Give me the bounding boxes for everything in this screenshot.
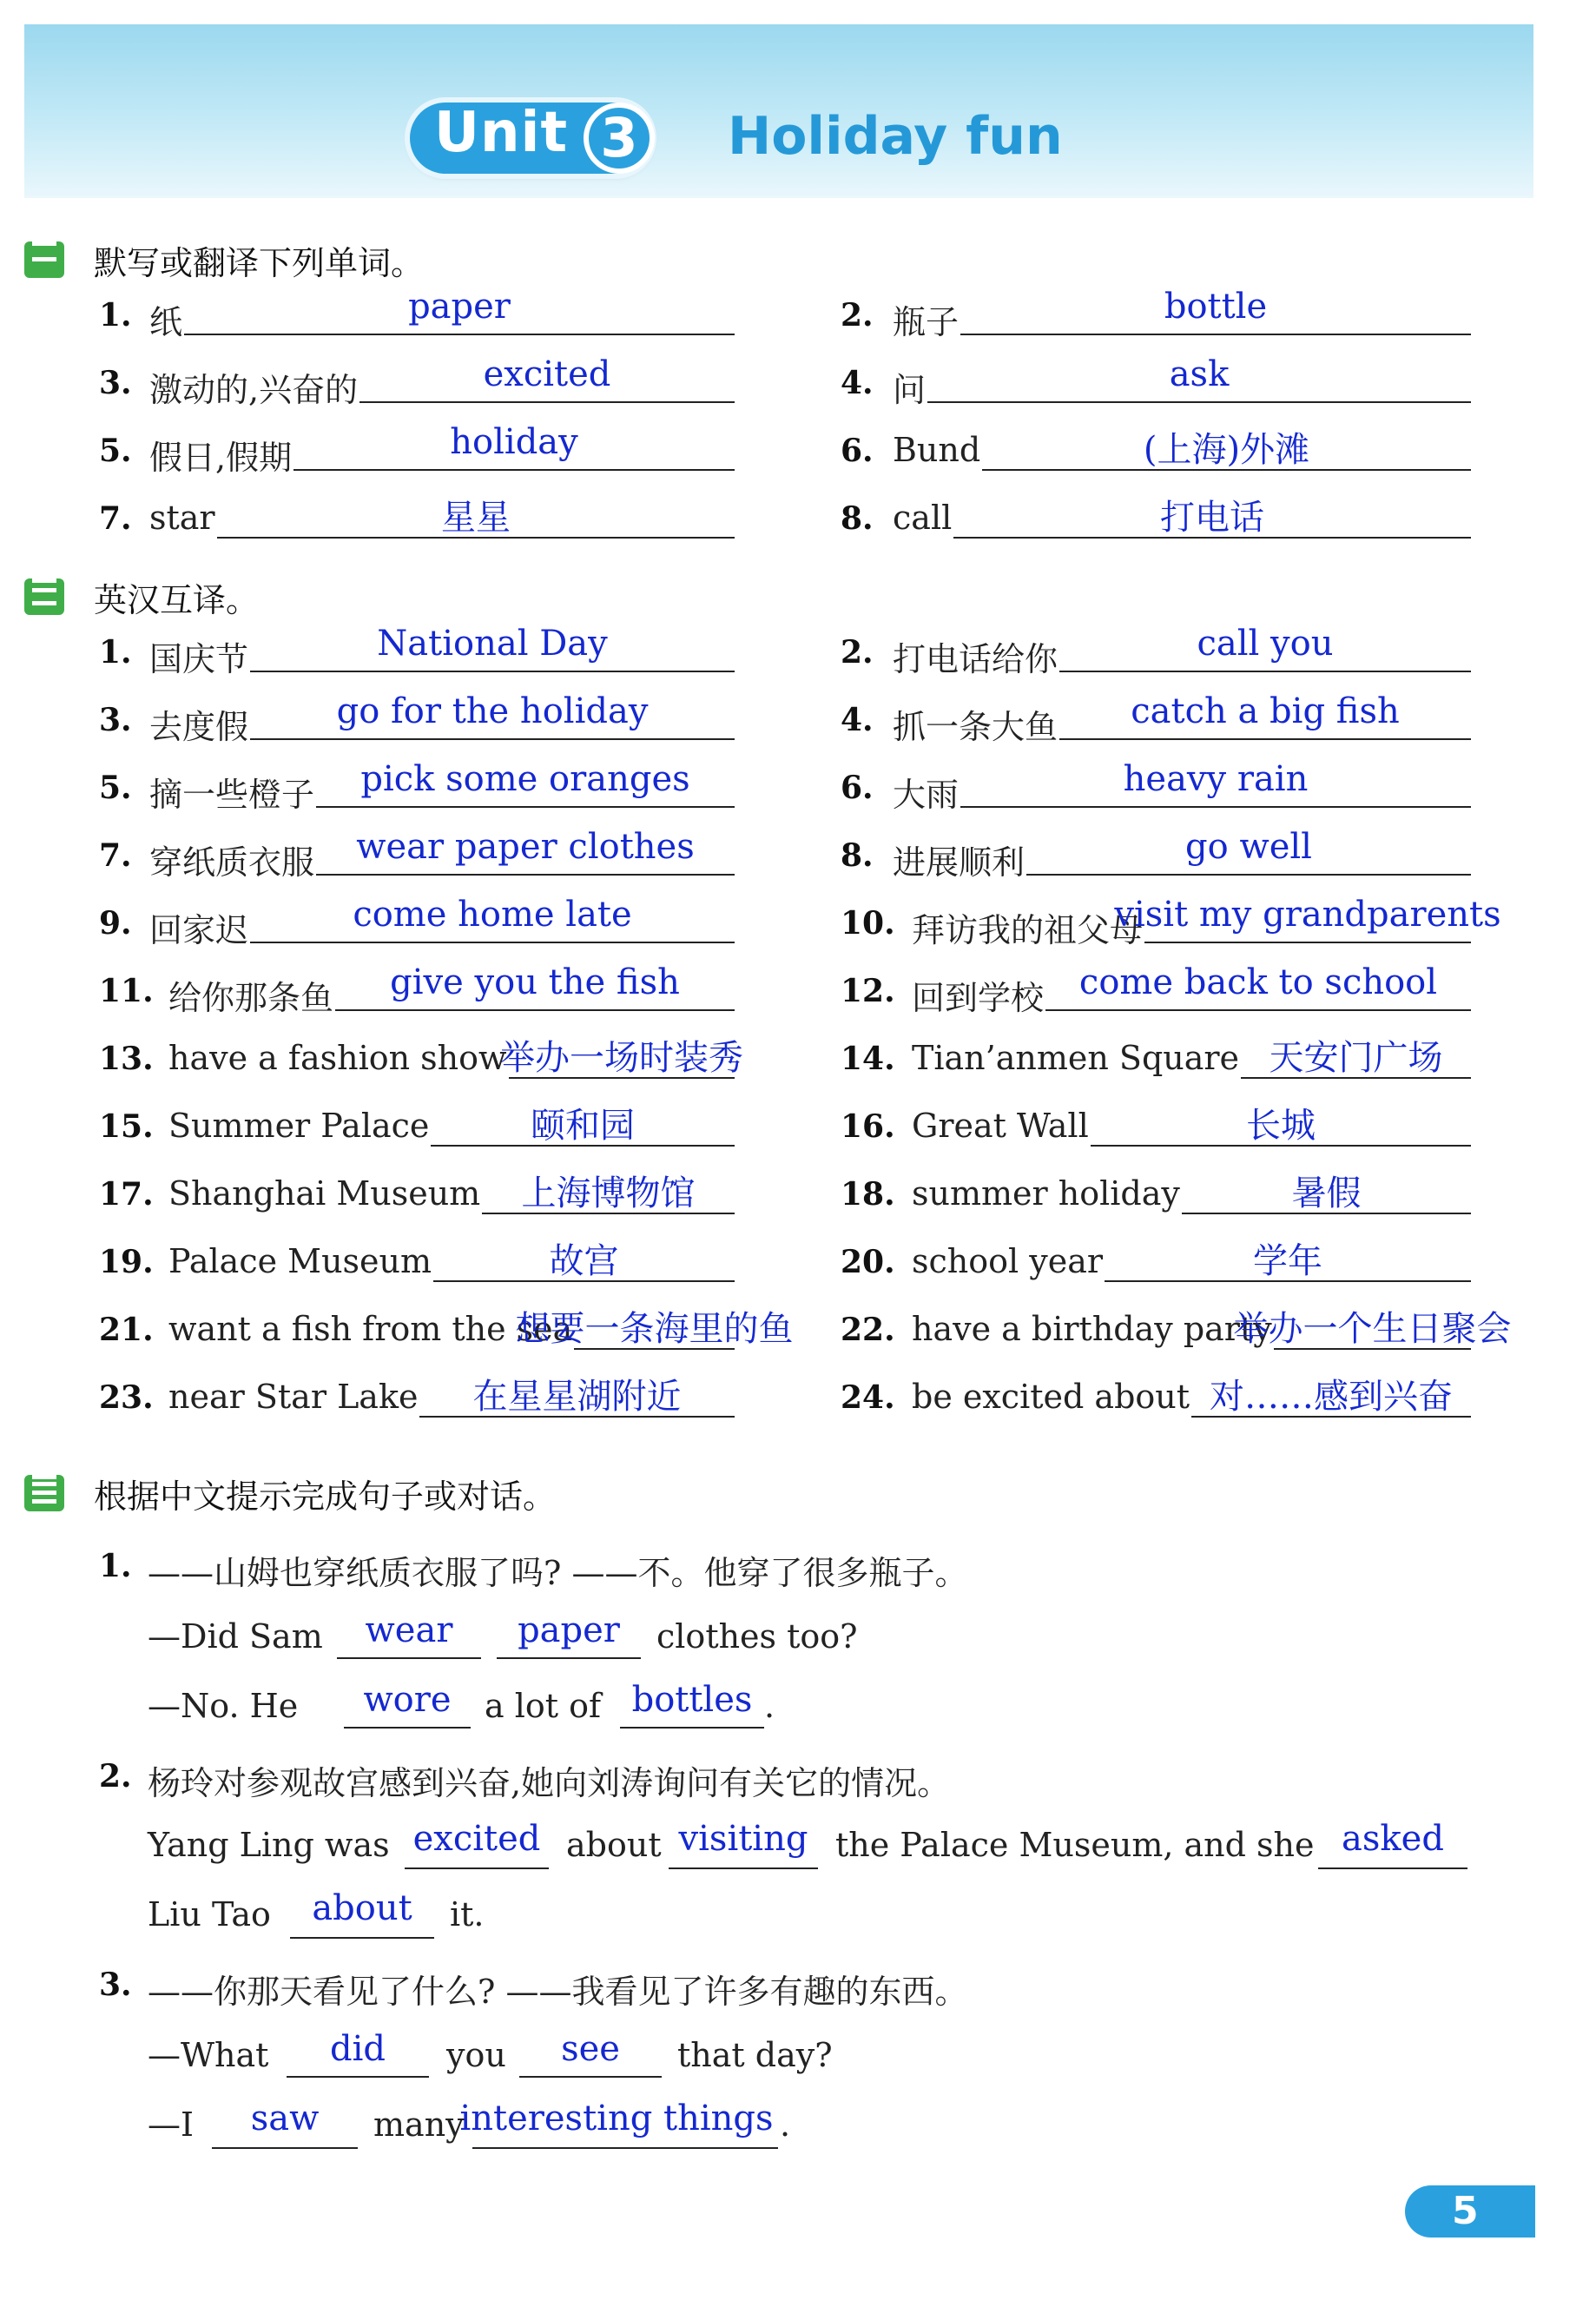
word-item-prompt: call bbox=[893, 499, 953, 537]
q3-2-blank[interactable] bbox=[669, 1867, 818, 1869]
phrase-item-answer: 在星星湖附近 bbox=[472, 1377, 682, 1417]
q3-3-blank[interactable] bbox=[287, 2076, 429, 2078]
q3-1-answer: wear bbox=[365, 1610, 453, 1650]
phrase-item-answer: give you the fish bbox=[390, 962, 680, 1002]
q3-3-blank[interactable] bbox=[519, 2076, 662, 2078]
phrase-item-number: 10. bbox=[841, 905, 895, 942]
phrase-item-blank[interactable] bbox=[250, 671, 735, 672]
q3-2-answer: about bbox=[312, 1888, 412, 1928]
phrase-item-prompt: 打电话给你 bbox=[893, 640, 1059, 678]
q3-1-text: —Did Sam bbox=[148, 1617, 323, 1656]
phrase-item-blank[interactable] bbox=[1059, 738, 1471, 740]
phrase-item-number: 2. bbox=[841, 634, 874, 671]
phrase-item-answer: wear paper clothes bbox=[356, 827, 695, 867]
word-item-answer: 星星 bbox=[441, 498, 511, 538]
q3-1-blank[interactable] bbox=[497, 1657, 641, 1659]
word-item-answer: (上海)外滩 bbox=[1143, 430, 1310, 470]
word-item-number: 1. bbox=[99, 297, 132, 334]
q3-2-text: it. bbox=[450, 1895, 485, 1934]
phrase-item-prompt: Palace Museum bbox=[168, 1242, 432, 1280]
phrase-item-number: 12. bbox=[841, 973, 895, 1009]
word-item-blank[interactable] bbox=[184, 334, 735, 335]
phrase-item-number: 7. bbox=[99, 837, 132, 874]
phrase-item-number: 14. bbox=[841, 1041, 895, 1077]
word-item-prompt: Bund bbox=[893, 431, 981, 469]
phrase-item-answer: 暑假 bbox=[1291, 1173, 1362, 1213]
q3-1-chinese: ——山姆也穿纸质衣服了吗? ——不。他穿了很多瓶子。 bbox=[148, 1554, 968, 1592]
phrase-item-prompt: want a fish from the sea bbox=[168, 1310, 573, 1348]
phrase-item-prompt: near Star Lake bbox=[168, 1378, 419, 1416]
word-item-blank[interactable] bbox=[960, 334, 1471, 335]
section-2-icon bbox=[24, 578, 64, 615]
q3-1-blank[interactable] bbox=[344, 1727, 471, 1729]
unit-word: Unit bbox=[434, 101, 569, 165]
q3-1-text: a lot of bbox=[485, 1687, 602, 1725]
word-item-prompt: 纸 bbox=[149, 303, 183, 341]
phrase-item-blank[interactable] bbox=[316, 806, 735, 808]
q3-1-answer: paper bbox=[518, 1610, 620, 1650]
q3-2-answer: excited bbox=[412, 1819, 541, 1859]
word-item-number: 3. bbox=[99, 365, 132, 401]
phrase-item-number: 9. bbox=[99, 905, 132, 942]
word-item-answer: paper bbox=[408, 287, 511, 327]
phrase-item-blank[interactable] bbox=[1045, 1009, 1471, 1011]
phrase-item-number: 16. bbox=[841, 1108, 895, 1145]
q3-1-answer: wore bbox=[363, 1680, 452, 1720]
phrase-item-answer: 故宫 bbox=[549, 1241, 619, 1281]
word-item-answer: ask bbox=[1169, 354, 1230, 394]
phrase-item-number: 11. bbox=[99, 973, 154, 1009]
phrase-item-number: 17. bbox=[99, 1176, 154, 1213]
section-marker-stroke bbox=[32, 1491, 56, 1495]
phrase-item-answer: 举办一场时装秀 bbox=[500, 1038, 743, 1078]
q3-2-answer: visiting bbox=[678, 1819, 808, 1859]
page-number: 5 bbox=[1452, 2189, 1479, 2233]
word-item-blank[interactable] bbox=[927, 401, 1471, 403]
phrase-item-answer: 学年 bbox=[1253, 1241, 1322, 1281]
phrase-item-number: 3. bbox=[99, 702, 132, 738]
phrase-item-answer: 长城 bbox=[1246, 1106, 1316, 1146]
phrase-item-prompt: Shanghai Museum bbox=[168, 1174, 481, 1213]
q3-3-answer: interesting things bbox=[459, 2099, 774, 2138]
phrase-item-answer: visit my grandparents bbox=[1114, 895, 1501, 935]
word-item-prompt: star bbox=[149, 499, 215, 537]
phrase-item-answer: catch a big fish bbox=[1131, 691, 1400, 731]
q3-2-text: Yang Ling was bbox=[148, 1826, 390, 1864]
q3-2-chinese: 杨玲对参观故宫感到兴奋,她向刘涛询问有关它的情况。 bbox=[148, 1764, 951, 1802]
q3-1-blank[interactable] bbox=[337, 1657, 481, 1659]
section-marker-stroke bbox=[32, 257, 56, 261]
section-marker-stroke bbox=[32, 588, 56, 592]
phrase-item-number: 20. bbox=[841, 1244, 895, 1280]
phrase-item-answer: come back to school bbox=[1078, 962, 1438, 1002]
word-item-answer: 打电话 bbox=[1160, 498, 1264, 538]
q3-3-blank[interactable] bbox=[472, 2147, 778, 2149]
phrase-item-prompt: 国庆节 bbox=[149, 640, 249, 678]
word-item-number: 8. bbox=[841, 500, 874, 537]
q3-3-text: —I bbox=[148, 2105, 195, 2144]
phrase-item-prompt: 穿纸质衣服 bbox=[149, 843, 315, 882]
phrase-item-blank[interactable] bbox=[250, 942, 735, 943]
q3-3-answer: see bbox=[561, 2029, 620, 2069]
section-2-title: 英汉互译。 bbox=[94, 581, 260, 619]
q3-2-blank[interactable] bbox=[290, 1937, 434, 1939]
word-item-number: 7. bbox=[99, 500, 132, 537]
word-item-prompt: 激动的,兴奋的 bbox=[149, 371, 359, 409]
q3-3-text: you bbox=[446, 2036, 506, 2074]
phrase-item-number: 15. bbox=[99, 1108, 154, 1145]
phrase-item-answer: 对……感到兴奋 bbox=[1210, 1377, 1453, 1417]
q3-2-text: the Palace Museum, and she bbox=[835, 1826, 1315, 1864]
phrase-item-answer: heavy rain bbox=[1123, 759, 1309, 799]
section-1-icon bbox=[24, 241, 64, 278]
phrase-item-prompt: school year bbox=[912, 1242, 1104, 1280]
word-item-number: 5. bbox=[99, 433, 132, 469]
phrase-item-number: 21. bbox=[99, 1312, 154, 1348]
word-item-answer: excited bbox=[483, 354, 611, 394]
q3-2-text: Liu Tao bbox=[148, 1895, 271, 1934]
phrase-item-prompt: 去度假 bbox=[149, 708, 249, 746]
section-marker-stroke bbox=[32, 1499, 56, 1504]
section-marker-stroke bbox=[32, 601, 56, 605]
word-item-answer: holiday bbox=[450, 422, 578, 462]
phrase-item-prompt: have a birthday party bbox=[912, 1310, 1272, 1348]
phrase-item-prompt: 进展顺利 bbox=[893, 843, 1026, 882]
phrase-item-blank[interactable] bbox=[250, 738, 735, 740]
q3-2-answer: asked bbox=[1342, 1819, 1444, 1859]
phrase-item-answer: call you bbox=[1197, 624, 1334, 664]
phrase-item-prompt: 拜访我的祖父母 bbox=[912, 911, 1144, 949]
phrase-item-blank[interactable] bbox=[960, 806, 1471, 808]
phrase-item-number: 8. bbox=[841, 837, 874, 874]
word-item-blank[interactable] bbox=[293, 469, 735, 471]
phrase-item-prompt: Summer Palace bbox=[168, 1107, 430, 1145]
unit-number: 3 bbox=[584, 102, 655, 174]
phrase-item-prompt: 给你那条鱼 bbox=[168, 979, 334, 1017]
word-item-blank[interactable] bbox=[359, 401, 735, 403]
phrase-item-prompt: 抓一条大鱼 bbox=[893, 708, 1059, 746]
phrase-item-blank[interactable] bbox=[1026, 874, 1471, 876]
word-item-number: 2. bbox=[841, 297, 874, 334]
word-item-number: 4. bbox=[841, 365, 874, 401]
phrase-item-prompt: have a fashion show bbox=[168, 1039, 507, 1077]
q3-3-blank[interactable] bbox=[212, 2147, 358, 2149]
phrase-item-number: 23. bbox=[99, 1379, 154, 1416]
phrase-item-answer: National Day bbox=[377, 624, 608, 664]
phrase-item-number: 1. bbox=[99, 634, 132, 671]
phrase-item-number: 6. bbox=[841, 770, 874, 806]
word-item-answer: bottle bbox=[1164, 287, 1268, 327]
phrase-item-number: 22. bbox=[841, 1312, 895, 1348]
phrase-item-answer: 上海博物馆 bbox=[521, 1173, 696, 1213]
phrase-item-prompt: 大雨 bbox=[893, 776, 960, 814]
section-1-title: 默写或翻译下列单词。 bbox=[94, 244, 425, 282]
phrase-item-answer: 想要一条海里的鱼 bbox=[515, 1309, 794, 1349]
phrase-item-number: 5. bbox=[99, 770, 132, 806]
q3-3-text: many bbox=[373, 2105, 465, 2144]
q3-3-text: —What bbox=[148, 2036, 269, 2074]
phrase-item-answer: 天安门广场 bbox=[1269, 1038, 1443, 1078]
q3-3-answer: did bbox=[329, 2029, 386, 2069]
phrase-item-blank[interactable] bbox=[1059, 671, 1471, 672]
section-3-title: 根据中文提示完成句子或对话。 bbox=[94, 1477, 557, 1516]
phrase-item-prompt: 摘一些橙子 bbox=[149, 776, 315, 814]
q3-2-number: 2. bbox=[99, 1758, 132, 1795]
word-item-prompt: 假日,假期 bbox=[149, 439, 293, 477]
phrase-item-number: 19. bbox=[99, 1244, 154, 1280]
q3-3-text: that day? bbox=[677, 2036, 833, 2074]
phrase-item-blank[interactable] bbox=[316, 874, 735, 876]
q3-3-number: 3. bbox=[99, 1967, 132, 2003]
phrase-item-answer: go well bbox=[1185, 827, 1312, 867]
phrase-item-blank[interactable] bbox=[335, 1009, 735, 1011]
q3-2-blank[interactable] bbox=[1318, 1867, 1467, 1869]
phrase-item-number: 13. bbox=[99, 1041, 154, 1077]
phrase-item-prompt: Great Wall bbox=[912, 1107, 1089, 1145]
q3-3-chinese: ——你那天看见了什么? ——我看见了许多有趣的东西。 bbox=[148, 1973, 968, 2011]
phrase-item-prompt: summer holiday bbox=[912, 1174, 1180, 1213]
section-3-icon bbox=[24, 1475, 64, 1511]
phrase-item-number: 4. bbox=[841, 702, 874, 738]
q3-3-text: . bbox=[780, 2105, 791, 2144]
q3-1-number: 1. bbox=[99, 1548, 132, 1584]
phrase-item-prompt: 回到学校 bbox=[912, 979, 1045, 1017]
phrase-item-answer: go for the holiday bbox=[336, 691, 649, 731]
word-item-number: 6. bbox=[841, 433, 874, 469]
word-item-prompt: 问 bbox=[893, 371, 927, 409]
q3-1-answer: bottles bbox=[631, 1680, 753, 1720]
q3-1-blank[interactable] bbox=[620, 1727, 764, 1729]
phrase-item-answer: 举办一个生日聚会 bbox=[1233, 1309, 1512, 1349]
phrase-item-answer: come home late bbox=[353, 895, 632, 935]
q3-3-answer: saw bbox=[250, 2099, 320, 2138]
phrase-item-number: 18. bbox=[841, 1176, 895, 1213]
section-marker-stroke bbox=[32, 1482, 56, 1486]
phrase-item-number: 24. bbox=[841, 1379, 895, 1416]
unit-title: Holiday fun bbox=[728, 106, 1063, 167]
q3-2-blank[interactable] bbox=[405, 1867, 549, 1869]
phrase-item-prompt: be excited about bbox=[912, 1378, 1190, 1416]
q3-1-text: —No. He bbox=[148, 1687, 299, 1725]
phrase-item-prompt: Tian’anmen Square bbox=[912, 1039, 1240, 1077]
q3-2-text: about bbox=[566, 1826, 662, 1864]
phrase-item-answer: 颐和园 bbox=[531, 1106, 635, 1146]
phrase-item-prompt: 回家迟 bbox=[149, 911, 249, 949]
q3-1-text: . bbox=[764, 1687, 775, 1725]
q3-1-text: clothes too? bbox=[656, 1617, 858, 1656]
phrase-item-answer: pick some oranges bbox=[360, 759, 690, 799]
phrase-item-blank[interactable] bbox=[1144, 942, 1471, 943]
word-item-prompt: 瓶子 bbox=[893, 303, 960, 341]
